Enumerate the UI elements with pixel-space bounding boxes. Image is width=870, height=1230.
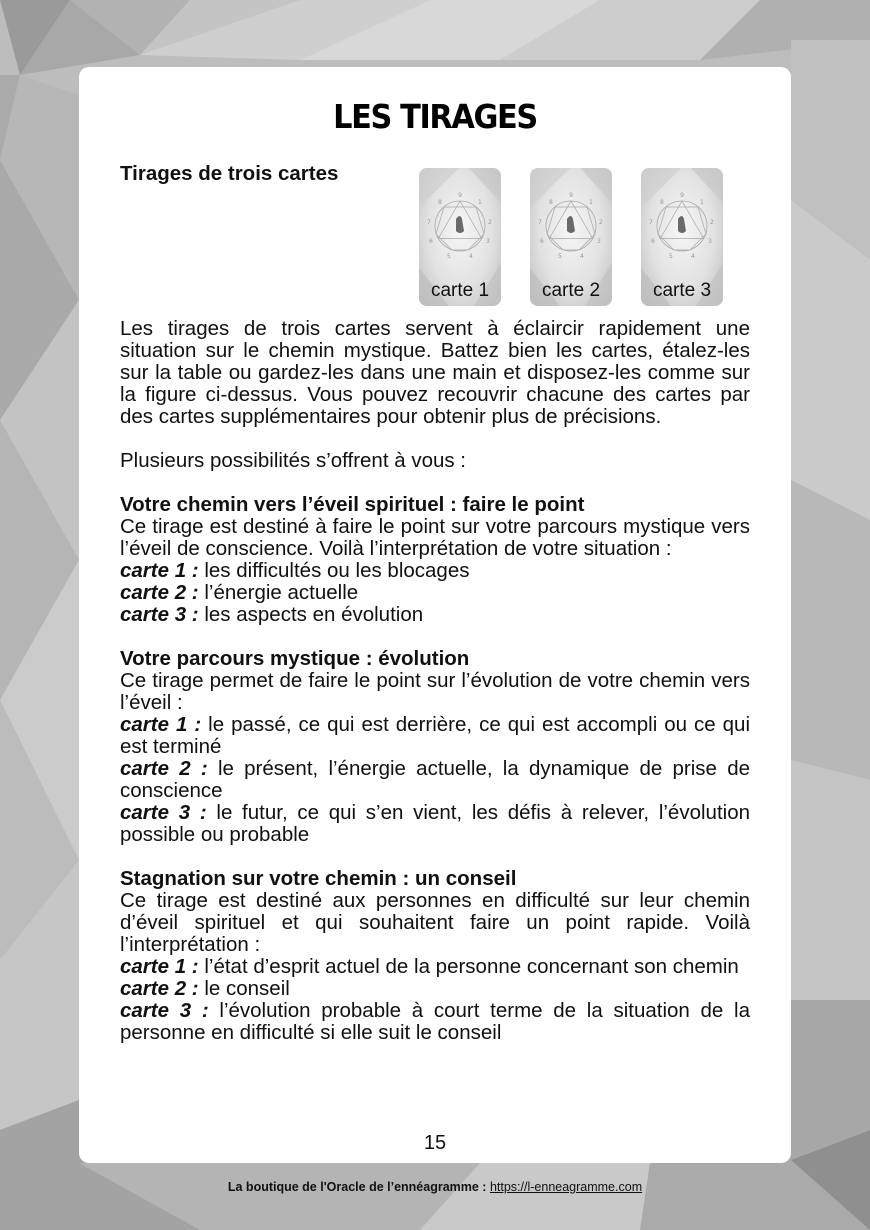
card-position-meaning: le passé, ce qui est derrière, ce qui est accompli ou ce qui est terminé [120,713,750,758]
card-position-meaning: l’évolution probable à court terme de la situation de la personne en difficulté si elle suit le conseil [120,999,750,1044]
spread-description: Ce tirage est destiné à faire le point sur votre parcours mystique vers l’éveil de conscience. Voilà l’interprétation de votre situation : [120,515,750,560]
card-label: carte 1 [430,280,490,301]
svg-text:9: 9 [569,192,573,199]
card-position-meaning: l’état d’esprit actuel de la personne concernant son chemin [198,955,739,978]
svg-text:6: 6 [540,238,544,245]
spread-description: Ce tirage est destiné aux personnes en difficulté sur leur chemin d’éveil spirituel et qui souhaitent faire un point rapide. Voilà l’interprétation : [120,889,750,956]
card-position-label: carte 3 : [120,801,207,824]
page-number: 15 [423,1132,447,1154]
spread-heading: Votre chemin vers l’éveil spirituel : faire le point [120,493,585,516]
spread-item [120,956,750,978]
tarot-card-3 [641,168,723,306]
svg-text:9: 9 [680,192,684,199]
spread-item [120,582,750,604]
footer-text: La boutique de l'Oracle de l’ennéagramme : [227,1180,490,1194]
svg-text:3: 3 [708,238,712,245]
card-spread-figure [419,168,724,306]
svg-text:7: 7 [649,219,653,226]
svg-text:8: 8 [660,199,664,206]
card-position-meaning: les difficultés ou les blocages [198,559,470,582]
spread-item [120,1000,750,1044]
page-title: LES TIRAGES [333,97,537,136]
card-position-meaning: le futur, ce qui s’en vient, les défis à relever, l’évolution possible ou probable [120,801,750,846]
svg-text:2: 2 [710,219,714,226]
spread-item [120,802,750,846]
svg-text:9: 9 [458,192,462,199]
enneagram-praying-hands-icon [536,186,606,266]
spread-description: Ce tirage permet de faire le point sur l’évolution de votre chemin vers l’éveil : [120,669,750,714]
footer-shop-link[interactable]: https://l-enneagramme.com [489,1180,643,1194]
svg-text:6: 6 [429,238,433,245]
svg-text:7: 7 [427,219,431,226]
svg-text:4: 4 [469,253,473,260]
page-card [79,67,791,1163]
card-position-label: carte 1 : [120,713,202,736]
svg-text:5: 5 [558,253,562,260]
svg-text:4: 4 [580,253,584,260]
card-position-meaning: les aspects en évolution [198,603,424,626]
svg-text:2: 2 [488,219,492,226]
spread-heading: Votre parcours mystique : évolution [120,647,470,670]
card-position-label: carte 2 : [120,581,199,604]
main-text [120,318,750,1044]
spread-item [120,758,750,802]
card-position-meaning: le présent, l’énergie actuelle, la dynamique de prise de conscience [120,757,750,802]
spread-item [120,714,750,758]
svg-text:8: 8 [549,199,553,206]
card-position-label: carte 1 : [120,955,199,978]
card-position-meaning: l’énergie actuelle [198,581,359,604]
card-label: carte 2 [541,280,601,301]
svg-text:1: 1 [478,199,482,206]
possibilities-line: Plusieurs possibilités s’offrent à vous : [120,449,467,472]
spread-section-3 [120,868,750,1044]
svg-text:5: 5 [669,253,673,260]
intro-paragraph: Les tirages de trois cartes servent à éclaircir rapidement une situation sur le chemin mystique. Battez bien les cartes, étalez-les sur la table ou gardez-les dans une main et disposez-les comme sur la figure ci-dessus. Vous pouvez recouvrir chacune des cartes par des cartes supplémentaires pour obtenir plus de précisions. [120,317,750,428]
enneagram-praying-hands-icon [647,186,717,266]
svg-text:6: 6 [651,238,655,245]
svg-text:5: 5 [447,253,451,260]
svg-text:8: 8 [438,199,442,206]
tarot-card-2 [530,168,612,306]
spread-item [120,604,750,626]
svg-text:4: 4 [691,253,695,260]
svg-text:1: 1 [589,199,593,206]
footer [0,1180,870,1194]
card-position-label: carte 1 : [120,559,199,582]
card-position-label: carte 3 : [120,999,209,1022]
svg-text:3: 3 [597,238,601,245]
spread-section-2 [120,648,750,846]
tarot-card-1 [419,168,501,306]
spread-section-1 [120,494,750,626]
svg-text:2: 2 [599,219,603,226]
spread-heading: Stagnation sur votre chemin : un conseil [120,867,517,890]
svg-text:7: 7 [538,219,542,226]
svg-text:3: 3 [486,238,490,245]
svg-text:1: 1 [700,199,704,206]
spread-item [120,978,750,1000]
card-position-label: carte 2 : [120,977,199,1000]
card-position-meaning: le conseil [198,977,290,1000]
card-position-label: carte 2 : [120,757,208,780]
card-label: carte 3 [652,280,712,301]
card-position-label: carte 3 : [120,603,199,626]
enneagram-praying-hands-icon [425,186,495,266]
spread-item [120,560,750,582]
section-heading: Tirages de trois cartes [120,162,339,185]
